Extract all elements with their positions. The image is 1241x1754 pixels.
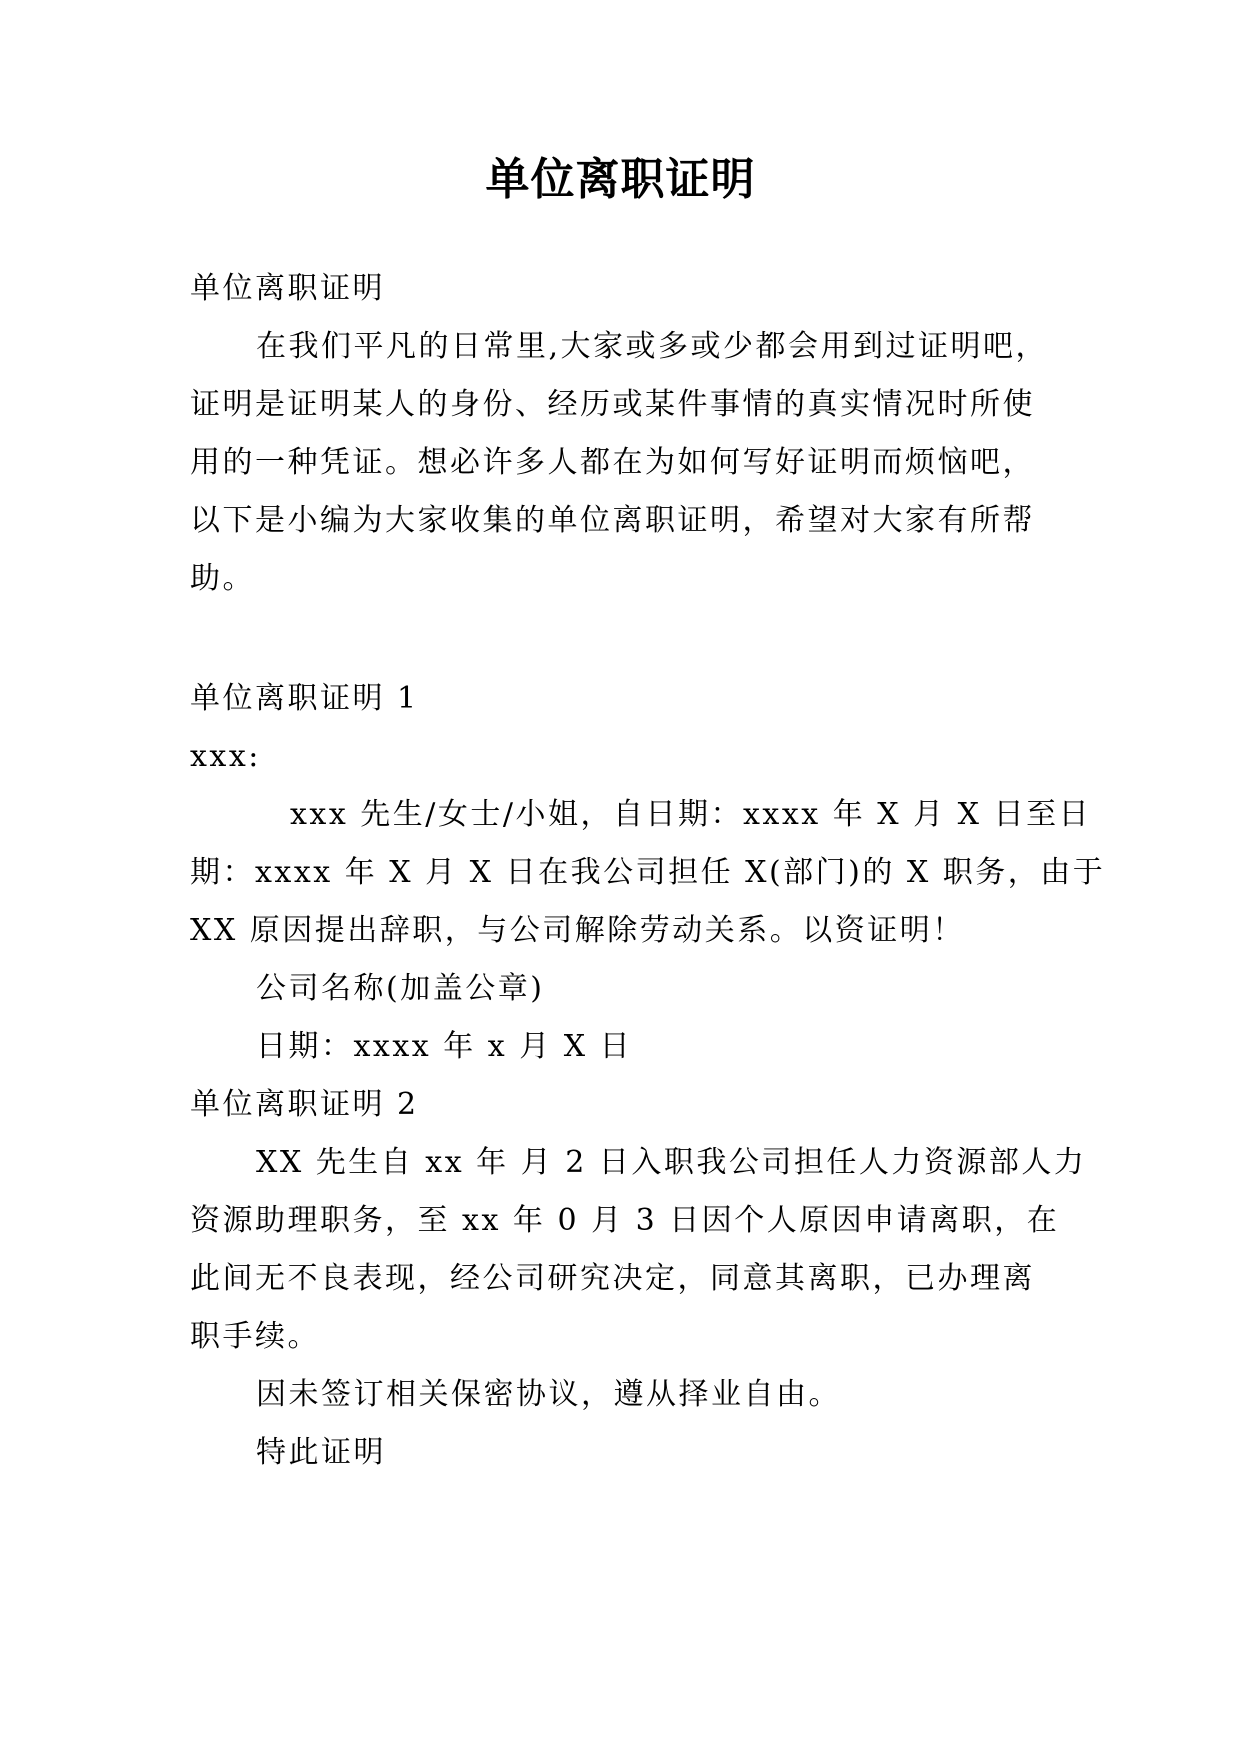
cert2-section: [190, 1076, 1087, 1482]
document-title: 单位离职证明: [485, 154, 756, 205]
intro-line: 用的一种凭证。想必许多人都在为如何写好证明而烦恼吧，: [190, 445, 1035, 480]
cert1-section: [190, 670, 1106, 1076]
cert1-body-line: XX 原因提出辞职，与公司解除劳动关系。以资证明！: [190, 913, 965, 948]
cert1-company: 公司名称(加盖公章): [256, 971, 545, 1006]
cert1-body-line: xxx 先生/女士/小姐，自日期：xxxx 年 X 月 X 日至日: [290, 797, 1092, 832]
cert2-heading: 单位离职证明 2: [190, 1087, 419, 1122]
cert1-body-line: 期：xxxx 年 X 月 X 日在我公司担任 X(部门)的 X 职务，由于: [190, 855, 1106, 890]
cert1-salutation: xxx:: [190, 739, 261, 774]
intro-heading: 单位离职证明: [190, 271, 385, 306]
cert1-heading: 单位离职证明 1: [190, 681, 419, 716]
intro-line: 以下是小编为大家收集的单位离职证明，希望对大家有所帮: [190, 503, 1035, 538]
intro-line: 助。: [190, 561, 255, 596]
intro-section: [190, 260, 1070, 608]
cert2-body-line: 职手续。: [190, 1319, 320, 1354]
cert2-body-line: XX 先生自 xx 年 月 2 日入职我公司担任人力资源部人力: [256, 1145, 1087, 1180]
cert2-note: 因未签订相关保密协议，遵从择业自由。: [256, 1377, 841, 1412]
intro-line: 在我们平凡的日常里,大家或多或少都会用到过证明吧，: [256, 329, 1049, 364]
intro-line: 证明是证明某人的身份、经历或某件事情的真实情况时所使: [190, 387, 1035, 422]
cert2-closing: 特此证明: [256, 1435, 386, 1470]
cert2-body-line: 此间无不良表现，经公司研究决定，同意其离职，已办理离: [190, 1261, 1035, 1296]
cert1-date: 日期：xxxx 年 x 月 X 日: [256, 1029, 633, 1064]
cert2-body-line: 资源助理职务，至 xx 年 0 月 3 日因个人原因申请离职，在: [190, 1203, 1060, 1238]
